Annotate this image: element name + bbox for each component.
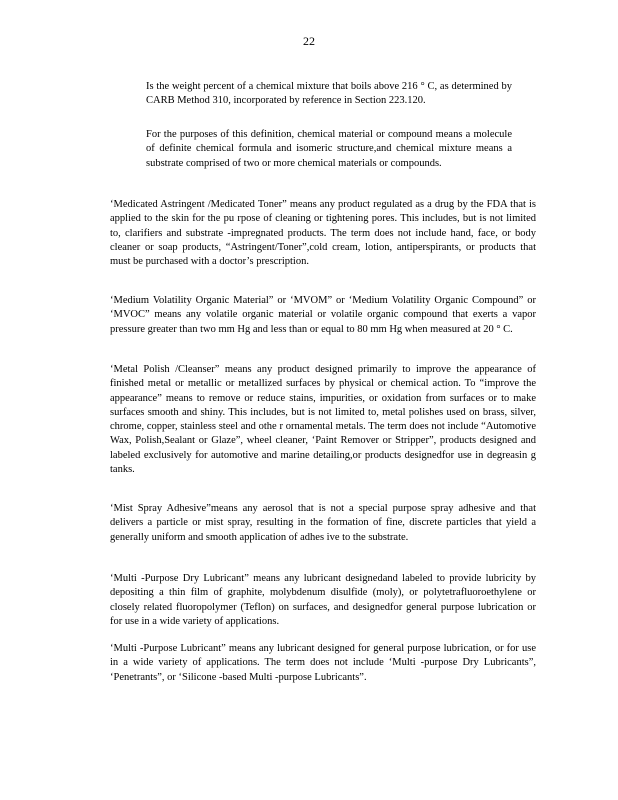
paragraph-multi-purpose-lubricant: ‘Multi -Purpose Lubricant” means any lubricant designed for general purpose lubrication, or for use in a wide variety of applications. The term does not include ‘Multi -purpose Dry Lubricants”, ‘Penetrants”, or ‘Silicone -based Multi -purpose Lubricants”.: [110, 643, 536, 683]
paragraph-boiling-point-definition: Is the weight percent of a chemical mixture that boils above 216 ° C, as determined by CARB Method 310, incorporated by reference in Section 223.120.: [146, 81, 512, 107]
page-number: 22: [303, 34, 315, 48]
paragraph-medicated-astringent: ‘Medicated Astringent /Medicated Toner” means any product regulated as a drug by the FDA that is applied to the skin for the pu rpose of cleaning or tightening pores. This includes, but is not limited to, clarifiers and substrate -impregnated products. The term does not include hand, face, or body cleaner or soap products, “Astringent/Toner”,cold cream, lotion, antiperspirants, or products that must be purchased with a doctor’s prescription.: [110, 199, 536, 268]
paragraph-chemical-compound-definition: For the purposes of this definition, chemical material or compound means a molecule of definite chemical formula and isomeric structure,and chemical mixture means a substrate comprised of two or more chemical materials or compounds.: [146, 129, 512, 169]
paragraph-medium-volatility: ‘Medium Volatility Organic Material” or ‘MVOM” or ‘Medium Volatility Organic Compound” or ‘MVOC” means any volatile organic material or volatile organic compound that exerts a vapor pressure greater than two mm Hg and less than or equal to 80 mm Hg when measured at 20 ° C.: [110, 295, 536, 335]
paragraph-metal-polish: ‘Metal Polish /Cleanser” means any product designed primarily to improve the appearance of finished metal or metallic or metallized surfaces by physical or chemical action. To “improve the appearance” means to remove or reduce stains, impurities, or oxidation from surfaces or to make surfaces smooth and shiny. This includes, but is not limited to, metal polishes used on brass, silver, chrome, copper, stainless steel and othe r ornamental metals. The term does not include “Automotive Wax, Polish,Sealant or Glaze”, wheel cleaner, ‘Paint Remover or Stripper”, products designed and labeled exclusively for automotive and marine detailing,or products designedfor use in degreasin g tanks.: [110, 364, 536, 476]
paragraph-multi-purpose-dry-lubricant: ‘Multi -Purpose Dry Lubricant” means any lubricant designedand labeled to provide lubricity by depositing a thin film of graphite, molybdenum disulfide (moly), or polytetrafluoroethylene or closely related fluoropolymer (Teflon) on surfaces, and designedfor general purpose lubrication or for use in a wide variety of applications.: [110, 573, 536, 627]
paragraph-mist-spray-adhesive: ‘Mist Spray Adhesive”means any aerosol that is not a special purpose spray adhesive and that delivers a particle or mist spray, resulting in the formation of fine, discrete particles that yield a generally uniform and smooth application of adhes ive to the substrate.: [110, 503, 536, 543]
